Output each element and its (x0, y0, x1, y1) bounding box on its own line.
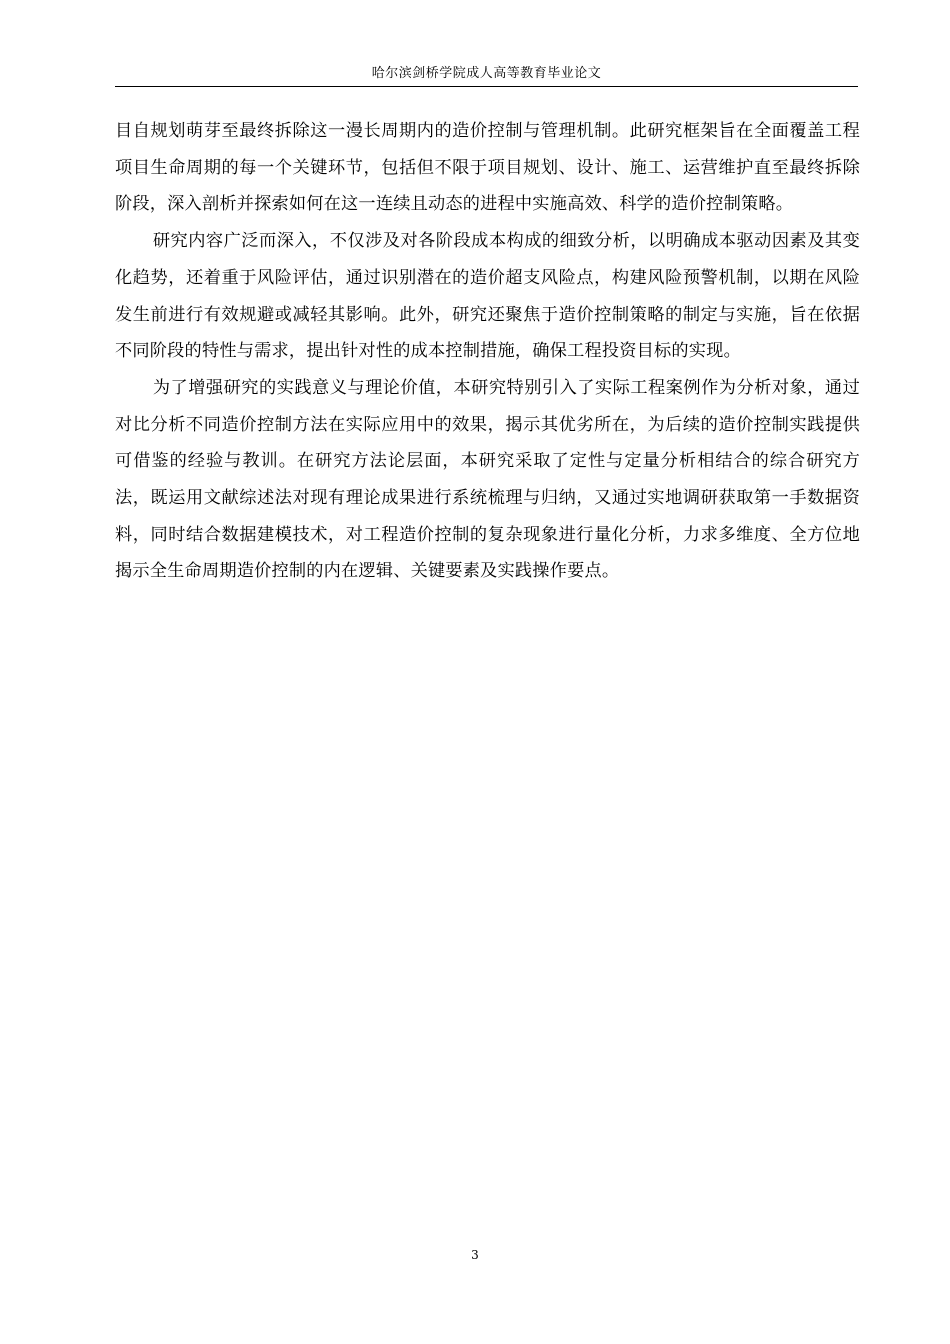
paragraph-continuation: 目自规划萌芽至最终拆除这一漫长周期内的造价控制与管理机制。此研究框架旨在全面覆盖工程项目生命周期的每一个关键环节，包括但不限于项目规划、设计、施工、运营维护直至最终拆除阶段，深入剖析并探索如何在这一连续且动态的进程中实施高效、科学的造价控制策略。 (115, 121, 860, 215)
header-title: 哈尔滨剑桥学院成人高等教育毕业论文 (371, 66, 602, 81)
page-header (115, 64, 858, 87)
paragraph-research-content: 研究内容广泛而深入，不仅涉及对各阶段成本构成的细致分析，以明确成本驱动因素及其变化趋势，还着重于风险评估，通过识别潜在的造价超支风险点，构建风险预警机制，以期在风险发生前进行有效规避或减轻其影响。此外，研究还聚焦于造价控制策略的制定与实施，旨在依据不同阶段的特性与需求，提出针对性的成本控制措施，确保工程投资目标的实现。 (115, 231, 860, 362)
body-text (115, 113, 860, 590)
page-number: 3 (471, 1248, 479, 1262)
paragraph-research-method: 为了增强研究的实践意义与理论价值，本研究特别引入了实际工程案例作为分析对象，通过对比分析不同造价控制方法在实际应用中的效果，揭示其优劣所在，为后续的造价控制实践提供可借鉴的经验与教训。在研究方法论层面，本研究采取了定性与定量分析相结合的综合研究方法，既运用文献综述法对现有理论成果进行系统梳理与归纳，又通过实地调研获取第一手数据资料，同时结合数据建模技术，对工程造价控制的复杂现象进行量化分析，力求多维度、全方位地揭示全生命周期造价控制的内在逻辑、关键要素及实践操作要点。 (115, 377, 860, 582)
